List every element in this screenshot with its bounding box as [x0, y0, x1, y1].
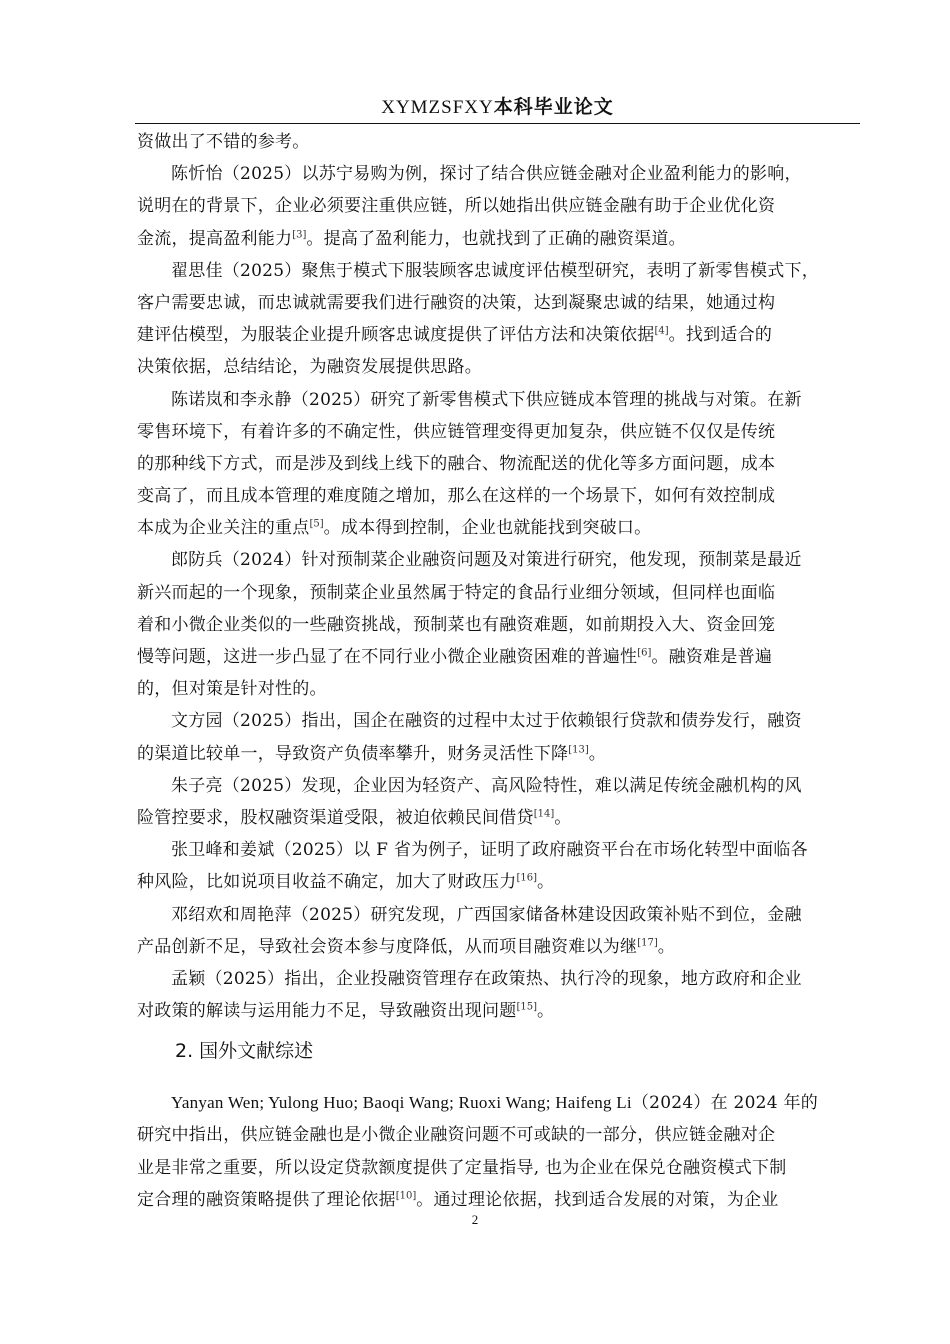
line-text-after-citation: 。提高了盈利能力，也就找到了正确的融资渠道。 [306, 228, 686, 249]
line-text: 的渠道比较单一，导致资产负债率攀升，财务灵活性下降 [137, 743, 569, 764]
citation-marker: [6] [637, 647, 652, 659]
line-text: 业是非常之重要，所以设定贷款额度提供了定量指导, 也为企业在保兑仓融资模式下制 [137, 1157, 787, 1178]
line-text: 险管控要求，股权融资渠道受限，被迫依赖民间借贷 [137, 807, 534, 828]
line-text: 慢等问题，这进一步凸显了在不同行业小微企业融资困难的普遍性 [137, 647, 638, 667]
text-line [137, 577, 862, 609]
line-text-after-citation: 。 [554, 807, 572, 828]
text-line [137, 705, 862, 737]
text-line [137, 1087, 862, 1119]
line-text: 新兴而起的一个现象，预制菜企业虽然属于特定的食品行业细分领域，但同样也面临 [137, 582, 776, 603]
header-title-suffix: 本科毕业论文 [493, 96, 614, 118]
paragraph [137, 963, 862, 1027]
page-number: 2 [471, 1212, 479, 1227]
text-line [137, 416, 862, 448]
citation-marker: [5] [309, 518, 324, 530]
line-text: 零售环境下，有着许多的不确定性，供应链管理变得更加复杂，供应链不仅仅是传统 [137, 421, 776, 442]
text-line [137, 223, 862, 255]
line-text-after-citation: 。 [588, 743, 607, 764]
text-line [137, 641, 862, 673]
text-line [137, 770, 862, 802]
text-line [137, 448, 862, 480]
line-text: 郎防兵（2024）针对预制菜企业融资问题及对策进行研究，他发现，预制菜是最近 [171, 550, 802, 571]
paragraph [137, 544, 862, 705]
line-text-after-citation: 。找到适合的 [668, 325, 773, 346]
citation-marker: [3] [292, 228, 307, 240]
text-line [137, 963, 862, 995]
line-text: 研究中指出，供应链金融也是小微企业融资问题不可或缺的一部分，供应链金融对企 [137, 1125, 776, 1146]
line-text: 的那种线下方式，而是涉及到线上线下的融合、物流配送的优化等多方面问题，成本 [137, 453, 776, 474]
text-line [137, 609, 862, 641]
header-school-code: XYMZSFXY [381, 97, 494, 118]
text-line [137, 512, 862, 544]
line-text: 变高了，而且成本管理的难度随之增加，那么在这样的一个场景下，如何有效控制成 [137, 486, 776, 507]
line-text: 建评估模型，为服装企业提升顾客忠诚度提供了评估方法和决策依据 [137, 325, 655, 346]
citation-marker: [16] [516, 872, 538, 884]
text-line [137, 158, 862, 190]
domestic-literature-review [137, 126, 862, 1027]
line-text: 张卫峰和姜斌（2025）以 F 省为例子，证明了政府融资平台在市场化转型中面临各 [171, 840, 808, 861]
line-text: 产品创新不足，导致社会资本参与度降低，从而项目融资难以为继 [137, 936, 638, 957]
document-body [137, 126, 862, 1216]
paragraph [137, 770, 862, 834]
text-line [137, 834, 862, 866]
line-text: 朱子亮（2025）发现，企业因为轻资产、高风险特性，难以满足传统金融机构的风 [171, 775, 802, 796]
line-text-after-citation: 。成本得到控制，企业也就能找到突破口。 [323, 518, 652, 539]
text-line [137, 544, 862, 576]
citation-marker: [17] [637, 937, 658, 949]
page-header [135, 92, 860, 122]
text-line [137, 351, 862, 383]
line-text-after-citation: 。通过理论依据，找到适合发展的对策，为企业 [416, 1189, 779, 1210]
text-line [137, 931, 862, 963]
paragraph [137, 705, 862, 769]
paragraph [137, 255, 862, 384]
text-line [137, 287, 862, 319]
author-names: Yanyan Wen; Yulong Huo; Baoqi Wang; Ruoxi Wang; Haifeng Li [171, 1093, 632, 1113]
text-line [137, 866, 862, 898]
line-text: 邓绍欢和周艳萍（2025）研究发现，广西国家储备林建设因政策补贴不到位，金融 [171, 904, 802, 925]
paragraph [137, 158, 862, 255]
line-text: （2024）在 2024 年的 [631, 1093, 818, 1114]
citation-marker: [10] [395, 1190, 417, 1202]
paragraph [137, 899, 862, 963]
line-text: 陈忻怡（2025）以苏宁易购为例，探讨了结合供应链金融对企业盈利能力的影响， [171, 164, 802, 185]
citation-marker: [15] [516, 1001, 538, 1013]
text-line [137, 738, 862, 770]
text-line [137, 1119, 862, 1151]
text-line [137, 899, 862, 931]
text-line [137, 995, 862, 1027]
citation-marker: [14] [533, 808, 555, 820]
text-line [137, 190, 862, 222]
text-line [137, 255, 862, 287]
paragraph [137, 126, 862, 158]
line-text: 文方园（2025）指出，国企在融资的过程中太过于依赖银行贷款和债券发行，融资 [171, 711, 802, 732]
line-text-after-citation: 。 [657, 936, 676, 957]
line-text: 对政策的解读与运用能力不足，导致融资出现问题 [137, 1001, 517, 1022]
citation-marker: [13] [568, 743, 589, 755]
text-line [137, 319, 862, 351]
citation-marker: [4] [654, 325, 669, 337]
line-text-after-citation: 。 [537, 872, 555, 893]
text-line [137, 1152, 862, 1184]
text-line [137, 802, 862, 834]
text-line [137, 384, 862, 416]
line-text: 金流，提高盈利能力 [137, 228, 293, 249]
paragraph [137, 834, 862, 898]
text-line [137, 480, 862, 512]
paragraph [137, 1087, 862, 1216]
line-text: 的，但对策是针对性的。 [137, 679, 327, 700]
line-text: 陈诺岚和李永静（2025）研究了新零售模式下供应链成本管理的挑战与对策。在新 [171, 389, 802, 410]
foreign-literature-review [137, 1087, 862, 1216]
line-text: 种风险，比如说项目收益不确定，加大了财政压力 [137, 872, 517, 893]
line-text: 翟思佳（2025）聚焦于模式下服装顾客忠诚度评估模型研究，表明了新零售模式下， [171, 260, 820, 281]
line-text: 着和小微企业类似的一些融资挑战，预制菜也有融资难题，如前期投入大、资金回笼 [137, 614, 776, 635]
line-text: 孟颖（2025）指出，企业投融资管理存在政策热、执行冷的现象，地方政府和企业 [171, 968, 802, 989]
line-text: 定合理的融资策略提供了理论依据 [137, 1189, 396, 1210]
line-text: 决策依据，总结结论，为融资发展提供思路。 [137, 357, 482, 378]
line-text: 本成为企业关注的重点 [137, 518, 310, 539]
section-heading-foreign-review: 2. 国外文献综述 [175, 1040, 314, 1063]
line-text: 说明在的背景下，企业必须要注重供应链，所以她指出供应链金融有助于企业优化资 [137, 196, 776, 217]
text-line [137, 126, 862, 158]
line-text: 客户需要忠诚，而忠诚就需要我们进行融资的决策，达到凝聚忠诚的结果，她通过构 [137, 292, 776, 313]
heading-spacer [137, 1075, 862, 1087]
paragraph [137, 384, 862, 545]
header-rule [135, 123, 860, 124]
text-line [137, 673, 862, 705]
line-text: 资做出了不错的参考。 [137, 132, 310, 152]
line-text-after-citation: 。融资难是普遍 [651, 647, 773, 667]
line-text-after-citation: 。 [537, 1001, 555, 1022]
